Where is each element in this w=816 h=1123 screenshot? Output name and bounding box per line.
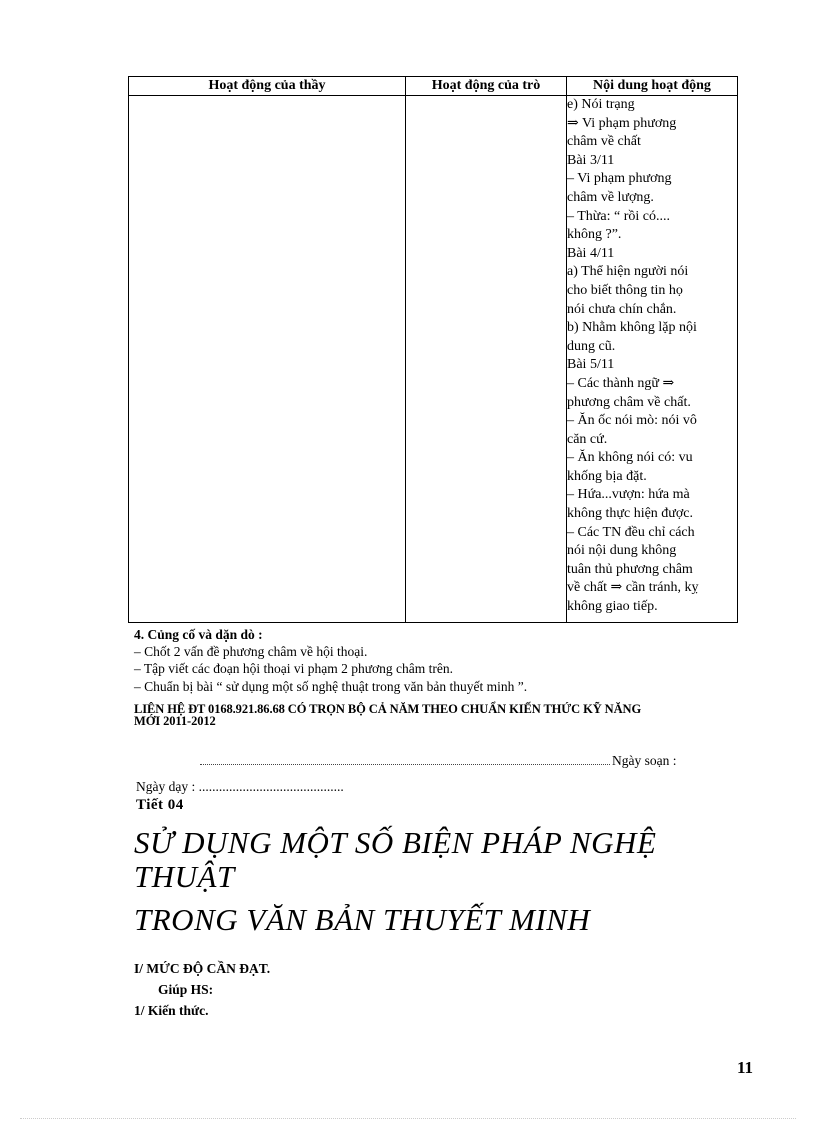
content-line: nói chưa chín chắn. <box>567 301 677 317</box>
contact-line-1: LIÊN HỆ ĐT 0168.921.86.68 CÓ TRỌN BỘ CẢ NĂM THEO CHUẨN KIẾN THỨC KỸ NĂNG <box>134 702 642 716</box>
objectives-heading: I/ MỨC ĐỘ CẦN ĐẠT. <box>134 961 271 976</box>
objectives-knowledge: 1/ Kiến thức. <box>134 1003 209 1018</box>
content-line: e) Nói trạng <box>567 97 635 112</box>
lesson-activity-table <box>128 76 738 623</box>
content-line: tuân thủ phương châm <box>567 561 693 577</box>
content-line: không giao tiếp. <box>567 599 658 615</box>
content-line: dung cũ. <box>567 338 616 354</box>
content-line: phương châm về chất. <box>567 394 691 410</box>
header-activity-content: Nội dung hoạt động <box>567 77 738 96</box>
student-activity-cell <box>406 96 567 623</box>
content-line: về chất ⇒ cần tránh, kỵ <box>567 580 699 596</box>
content-line: không thực hiện được. <box>567 506 693 522</box>
content-line: châm về lượng. <box>567 189 654 205</box>
header-student-activity: Hoạt động của trò <box>406 77 567 96</box>
page-number: 11 <box>737 1058 754 1077</box>
content-line: – Thừa: “ rồi có.... <box>567 208 670 224</box>
content-line: – Ăn ốc nói mò: nói vô <box>567 413 697 429</box>
objectives-help: Giúp HS: <box>158 982 214 997</box>
lesson-title <box>134 826 758 937</box>
content-line: – Ăn không nói có: vu <box>567 450 693 466</box>
content-line: không ?”. <box>567 227 622 243</box>
section-4-item: – Tập viết các đoạn hội thoại vi phạm 2 phương châm trên. <box>134 661 453 677</box>
content-line: – Hứa...vượn: hứa mà <box>567 487 690 503</box>
content-line: ⇒ Vi phạm phương <box>567 115 677 131</box>
activity-content-cell <box>567 96 738 623</box>
content-line: Bài 4/11 <box>567 245 615 261</box>
content-line: a) Thể hiện người nói <box>567 264 689 280</box>
separator-line <box>200 764 610 765</box>
content-line: b) Nhằm không lặp nội <box>567 320 697 336</box>
section-4-heading: 4. Củng cố và dặn dò : <box>134 627 263 642</box>
section-4 <box>134 626 754 695</box>
teacher-activity-cell <box>129 96 406 623</box>
header-teacher-activity: Hoạt động của thầy <box>129 77 406 96</box>
contact-notice <box>134 703 764 727</box>
content-line: – Vi phạm phương <box>567 171 672 187</box>
content-line: châm về chất <box>567 134 641 150</box>
lesson-number: Tiết 04 <box>136 797 184 813</box>
contact-line-2: MỚI 2011-2012 <box>134 714 216 728</box>
ngay-day: Ngày dạy : ........................................... <box>136 779 344 794</box>
content-line: Bài 5/11 <box>567 357 615 373</box>
bottom-dotted-rule <box>20 1118 796 1119</box>
title-line-3: TRONG VĂN BẢN THUYẾT MINH <box>134 902 591 937</box>
content-line: – Các TN đều chỉ cách <box>567 524 695 540</box>
content-line: – Các thành ngữ ⇒ <box>567 375 675 391</box>
objectives <box>134 958 270 1021</box>
content-line: căn cứ. <box>567 431 608 447</box>
content-line: cho biết thông tin họ <box>567 282 683 298</box>
section-4-item: – Chuẩn bị bài “ sử dụng một số nghệ thuật trong văn bản thuyết minh ”. <box>134 678 528 694</box>
content-line: Bài 3/11 <box>567 152 615 168</box>
title-line-1: SỬ DỤNG MỘT SỐ BIỆN PHÁP NGHỆ <box>134 825 657 860</box>
content-line: nói nội dung không <box>567 543 677 559</box>
section-4-item: – Chốt 2 vấn đề phương châm về hội thoại. <box>134 644 368 660</box>
ngay-soan: Ngày soạn : <box>612 753 677 768</box>
content-line: khống bịa đặt. <box>567 468 647 484</box>
title-line-2: THUẬT <box>134 859 235 894</box>
